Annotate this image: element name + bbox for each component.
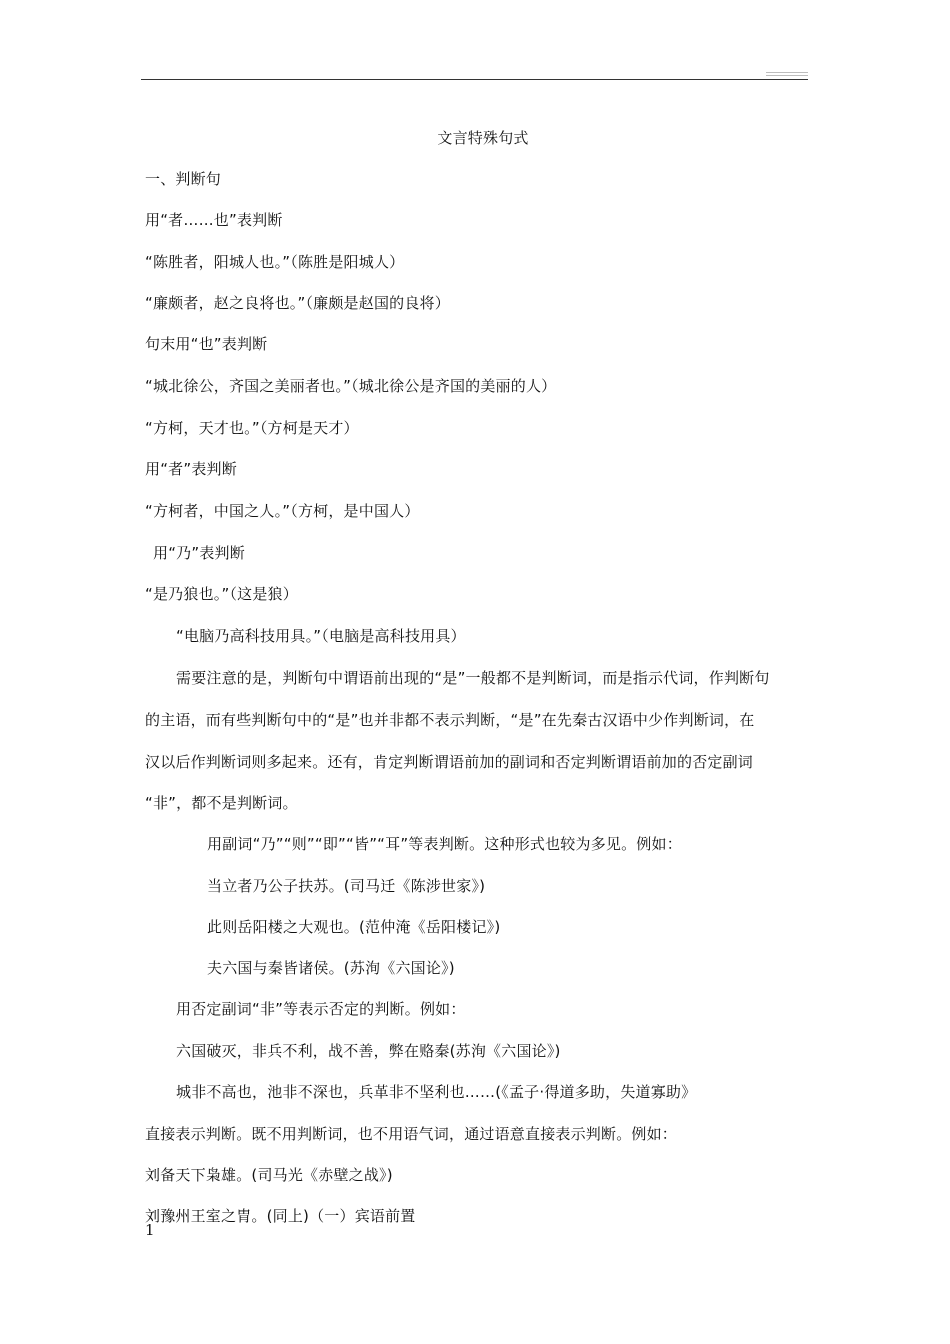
paragraph-line: “方柯者，中国之人。”（方柯，是中国人） — [145, 502, 420, 520]
paragraph-line: “陈胜者，阳城人也。”（陈胜是阳城人） — [145, 253, 405, 271]
paragraph-line: 城非不高也，池非不深也，兵革非不坚利也……(《孟子·得道多助，失道寡助》 — [176, 1083, 697, 1101]
section-heading: 一、判断句 — [145, 170, 222, 188]
paragraph-line: “非”，都不是判断词。 — [145, 794, 298, 812]
paragraph-line: 句末用“也”表判断 — [145, 335, 268, 353]
paragraph-line: 汉以后作判断词则多起来。还有，肯定判断谓语前加的副词和否定判断谓语前加的否定副词 — [145, 753, 754, 771]
paragraph-line: 当立者乃公子扶苏。(司马迁《陈涉世家》) — [207, 877, 486, 895]
paragraph-line: 用“者……也”表判断 — [145, 211, 283, 229]
paragraph-line: 此则岳阳楼之大观也。(范仲淹《岳阳楼记》) — [207, 918, 501, 936]
paragraph-line: “廉颇者，赵之良将也。”（廉颇是赵国的良将） — [145, 294, 450, 312]
paragraph-line: “电脑乃高科技用具。”（电脑是高科技用具） — [176, 627, 466, 645]
paragraph-line: 用副词“乃”“则”“即”“皆”“耳”等表判断。这种形式也较为多见。例如： — [207, 835, 682, 853]
paragraph-line: 六国破灭，非兵不利，战不善，弊在赂秦(苏洵《六国论》) — [176, 1042, 561, 1060]
paragraph-line: 需要注意的是，判断句中谓语前出现的“是”一般都不是判断词，而是指示代词，作判断句 — [176, 669, 770, 687]
paragraph-line: 用否定副词“非”等表示否定的判断。例如： — [176, 1000, 466, 1018]
paragraph-line: “是乃狼也。”（这是狼） — [145, 585, 298, 603]
paragraph-line: 夫六国与秦皆诸侯。(苏洵《六国论》) — [207, 959, 455, 977]
paragraph-line: “方柯，天才也。”（方柯是天才） — [145, 419, 359, 437]
paragraph-line: 的主语，而有些判断句中的“是”也并非都不表示判断，“是”在先秦古汉语中少作判断词，在 — [145, 711, 755, 729]
header-rule — [141, 79, 808, 80]
paragraph-line: 用“者”表判断 — [145, 460, 237, 478]
document-title: 文言特殊句式 — [437, 129, 529, 147]
paragraph-line: 刘备天下枭雄。(司马光《赤壁之战》) — [145, 1166, 393, 1184]
paragraph-line: 直接表示判断。既不用判断词，也不用语气词，通过语意直接表示判断。例如： — [145, 1125, 678, 1143]
header-mark — [766, 75, 808, 76]
paragraph-line: “城北徐公，齐国之美丽者也。”（城北徐公是齐国的美丽的人） — [145, 377, 557, 395]
paragraph-line: 用“乃”表判断 — [153, 544, 245, 562]
paragraph-line: 刘豫州王室之胄。(同上)（一）宾语前置 — [145, 1207, 416, 1225]
page-number: 1 — [145, 1221, 155, 1239]
header-mark — [766, 72, 808, 73]
